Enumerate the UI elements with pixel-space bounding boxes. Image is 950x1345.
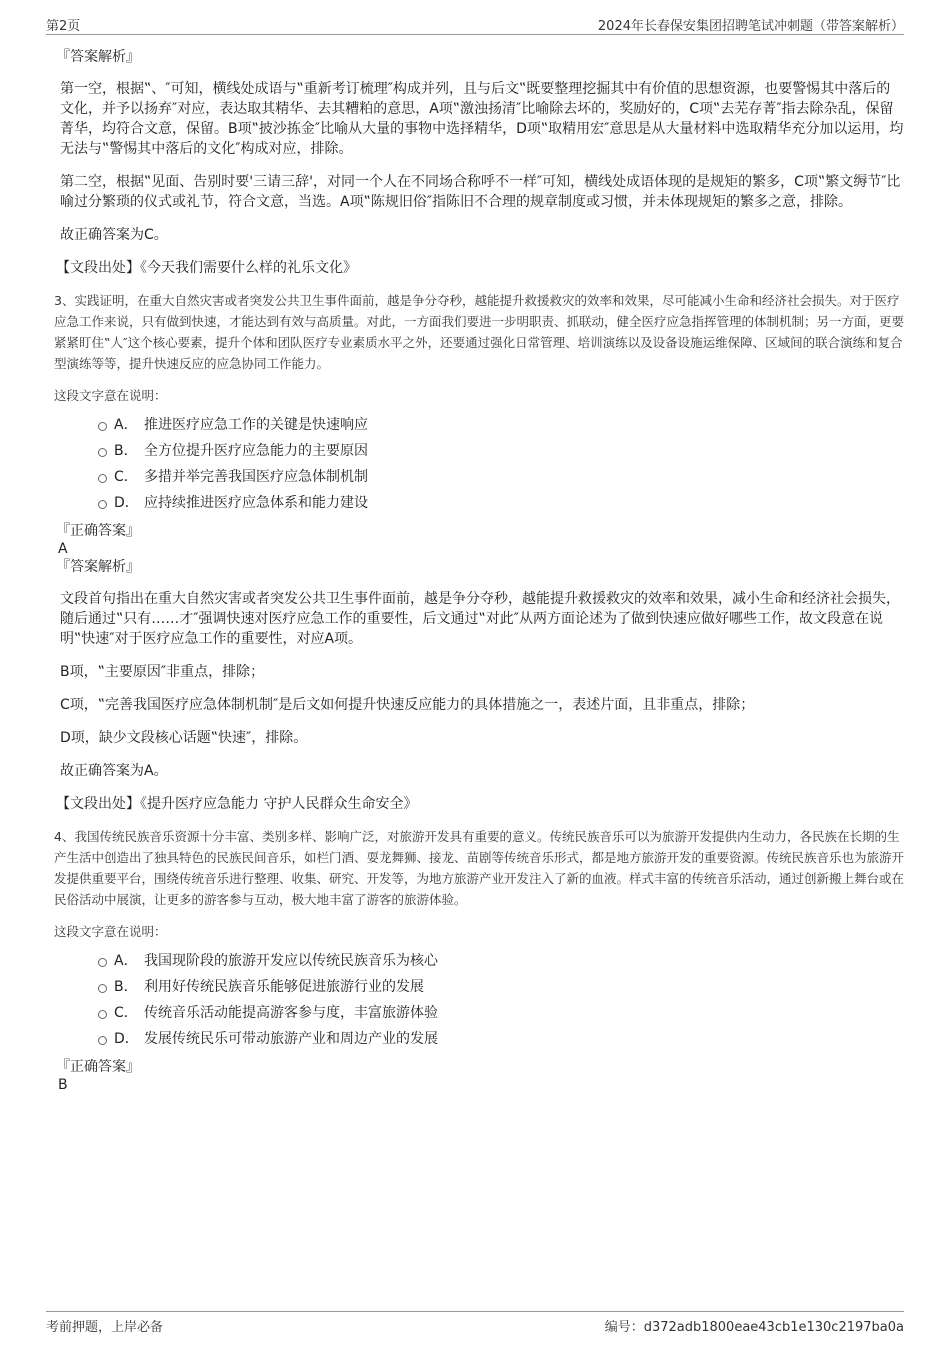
option-letter: C． [114, 1005, 138, 1021]
q3-analysis-paragraph-1: 文段首句指出在重大自然灾害或者突发公共卫生事件面前，越是争分夺秒，越能提升救援救灾的效率和效果，减小生命和经济社会损失，随后通过‟只有……才″强调快速对医疗应急工作的重要性，后文通过‟对此″从两方面论述为了做到快速应做好哪些工作，故文段意在说明‟快速″对于医疗应急工作的重要性，对应A项。 [60, 591, 900, 647]
q3-analysis-paragraph-4: D项，缺少文段核心话题‟快速″，排除。 [60, 730, 308, 746]
page-footer [46, 1311, 904, 1336]
q2-conclusion: 故正确答案为C。 [60, 227, 168, 243]
option-letter: D． [114, 495, 139, 511]
footer-slogan: 考前押题，上岸必备 [46, 1320, 164, 1335]
q3-analysis-label: 『答案解析』 [56, 559, 140, 575]
radio-icon[interactable] [98, 448, 107, 457]
q4-answer: B [58, 1077, 68, 1093]
q4-option-c[interactable] [56, 1002, 904, 1028]
q3-analysis-paragraph-3: C项，‟完善我国医疗应急体制机制″是后文如何提升快速反应能力的具体措施之一，表述片面，且非重点，排除； [60, 697, 755, 713]
page-header [46, 14, 904, 35]
option-text: 推进医疗应急工作的关键是快速响应 [144, 417, 368, 433]
q3-source: 【文段出处】《提升医疗应急能力 守护人民群众生命安全》 [56, 796, 418, 812]
radio-icon[interactable] [98, 1036, 107, 1045]
option-text: 发展传统民乐可带动旅游产业和周边产业的发展 [144, 1031, 438, 1047]
option-letter: A． [114, 953, 138, 969]
document-id: 编号：d372adb1800eae43cb1e130c2197ba0a [604, 1320, 904, 1335]
option-letter: B． [114, 443, 138, 459]
radio-icon[interactable] [98, 500, 107, 509]
document-title: 2024年长春保安集团招聘笔试冲刺题（带答案解析） [597, 19, 904, 34]
option-text: 传统音乐活动能提高游客参与度，丰富旅游体验 [144, 1005, 438, 1021]
q3-answer-label: 『正确答案』 [56, 523, 140, 539]
q4-options [56, 950, 904, 1054]
q2-analysis-paragraph-2: 第二空，根据‟见面、告别时要'三请三辞'，对同一个人在不同场合称呼不一样″可知，横线处成语体现的是规矩的繁多，C项‟繁文缛节″比喻过分繁琐的仪式或礼节，符合文意，当选。A项‟陈规旧俗″指陈旧不合理的规章制度或习惯，并未体现规矩的繁多之意，排除。 [60, 174, 901, 210]
q4-option-b[interactable] [56, 976, 904, 1002]
q3-option-d[interactable] [56, 492, 904, 518]
option-text: 应持续推进医疗应急体系和能力建设 [144, 495, 368, 511]
q3-option-c[interactable] [56, 466, 904, 492]
option-letter: C． [114, 469, 138, 485]
radio-icon[interactable] [98, 422, 107, 431]
q3-prompt: 这段文字意在说明： [54, 388, 167, 403]
option-text: 利用好传统民族音乐能够促进旅游行业的发展 [144, 979, 424, 995]
page-number: 第2页 [46, 19, 81, 34]
q2-analysis-paragraph-1: 第一空，根据‟、″可知，横线处成语与‟重新考订梳理″构成并列，且与后文‟既要整理挖掘其中有价值的思想资源，也要警惕其中落后的文化，并予以扬弃″对应，表达取其精华、去其糟粕的意思，A项‟激浊扬清″比喻除去坏的，奖励好的，C项‟去芜存菁″指去除杂乱，保留菁华，均符合文意，保留。B项‟披沙拣金″比喻从大量的事物中选择精华，D项‟取精用宏″意思是从大量材料中选取精华充分加以运用，均无法与‟警惕其中落后的文化″构成对应，排除。 [60, 81, 904, 157]
radio-icon[interactable] [98, 958, 107, 967]
radio-icon[interactable] [98, 1010, 107, 1019]
q4-option-d[interactable] [56, 1028, 904, 1054]
option-letter: D． [114, 1031, 139, 1047]
q2-analysis-label: 『答案解析』 [56, 49, 140, 65]
option-text: 我国现阶段的旅游开发应以传统民族音乐为核心 [144, 953, 438, 969]
q4-answer-label: 『正确答案』 [56, 1059, 140, 1075]
option-letter: B． [114, 979, 138, 995]
radio-icon[interactable] [98, 474, 107, 483]
option-text: 多措并举完善我国医疗应急体制机制 [144, 469, 368, 485]
q4-option-a[interactable] [56, 950, 904, 976]
option-text: 全方位提升医疗应急能力的主要原因 [144, 443, 368, 459]
q3-question-text: 3、实践证明，在重大自然灾害或者突发公共卫生事件面前，越是争分夺秒，越能提升救援救灾的效率和效果，尽可能减小生命和经济社会损失。对于医疗应急工作来说，只有做到快速，才能达到有效与高质量。对此，一方面我们要进一步明职责、抓联动，健全医疗应急指挥管理的体制机制；另一方面，更要紧紧盯住‟人″这个核心要素，提升个体和团队医疗专业素质水平之外，还要通过强化日常管理、培训演练以及设备设施运维保障、区域间的联合演练和复合型演练等等，提升快速反应的应急协同工作能力。 [54, 293, 905, 371]
q4-question-text: 4、我国传统民族音乐资源十分丰富、类别多样、影响广泛，对旅游开发具有重要的意义。传统民族音乐可以为旅游开发提供内生动力，各民族在长期的生产生活中创造出了独具特色的民族民间音乐，如栏门酒、耍龙舞狮、接龙、苗剧等传统音乐形式，都是地方旅游开发的重要资源。传统民族音乐也为旅游开发提供重要平台，围绕传统音乐进行整理、收集、研究、开发等，为地方旅游产业开发注入了新的血液。样式丰富的传统音乐活动，通过创新搬上舞台或在民俗活动中展演，让更多的游客参与互动，极大地丰富了游客的旅游体验。 [54, 829, 905, 907]
q3-option-a[interactable] [56, 414, 904, 440]
option-letter: A． [114, 417, 138, 433]
q3-options [56, 414, 904, 518]
q2-source: 【文段出处】《今天我们需要什么样的礼乐文化》 [56, 260, 357, 276]
page-content [56, 48, 904, 1094]
q3-analysis-paragraph-2: B项，‟主要原因″非重点，排除； [60, 664, 265, 680]
q3-conclusion: 故正确答案为A。 [60, 763, 168, 779]
q4-prompt: 这段文字意在说明： [54, 924, 167, 939]
q3-option-b[interactable] [56, 440, 904, 466]
q3-answer: A [58, 541, 68, 557]
radio-icon[interactable] [98, 984, 107, 993]
